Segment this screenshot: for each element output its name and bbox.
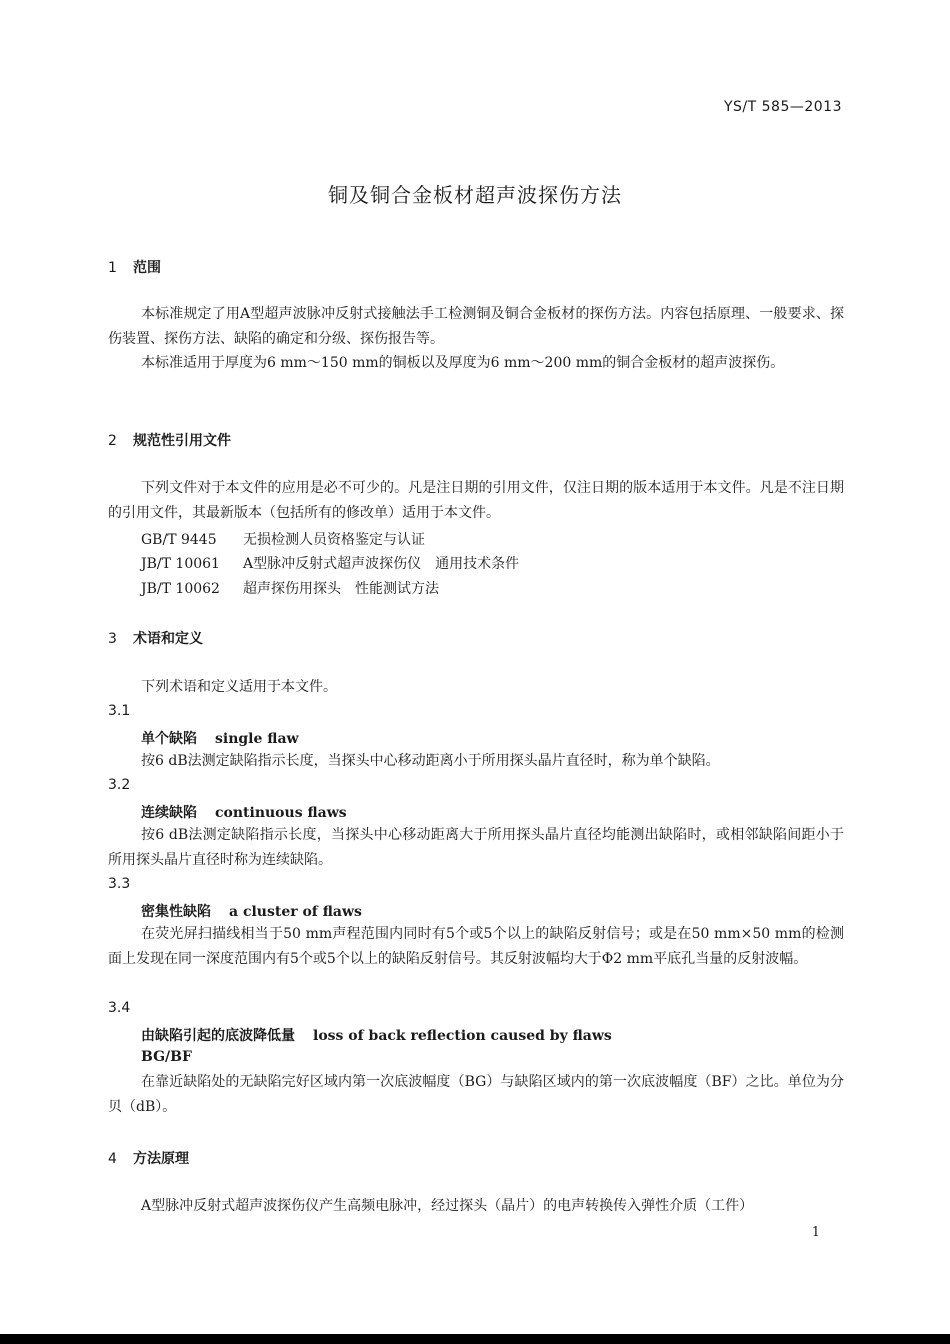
reference-code: JB/T 10061 — [141, 556, 220, 572]
paragraph: 本标准适用于厚度为6 mm～150 mm的铜板以及厚度为6 mm～200 mm的铜合金板材的超声波探伤。 — [141, 355, 785, 371]
paragraph: A型脉冲反射式超声波探伤仪产生高频电脉冲，经过探头（晶片）的电声转换传入弹性介质（工件） — [141, 1198, 754, 1214]
clause-number: 3.1 — [108, 703, 131, 719]
document-title: 铜及铜合金板材超声波探伤方法 — [328, 183, 622, 207]
section-number: 4 — [108, 1151, 117, 1167]
section-title: 范围 — [133, 260, 161, 276]
term-zh: 由缺陷引起的底波降低量 — [141, 1028, 295, 1044]
term-en: single flaw — [215, 731, 299, 747]
term-zh: 单个缺陷 — [141, 731, 197, 747]
clause-number: 3.4 — [108, 1000, 131, 1016]
section-title: 规范性引用文件 — [133, 433, 231, 449]
paragraph: 下列文件对于本文件的应用是必不可少的。凡是注日期的引用文件，仅注日期的版本适用于本文件。凡是不注日期的引用文件，其最新版本（包括所有的修改单）适用于本文件。 — [108, 480, 844, 521]
reference-item — [141, 529, 841, 549]
term-definition: 在靠近缺陷处的无缺陷完好区域内第一次底波幅度（BG）与缺陷区域内的第一次底波幅度（BF）之比。单位为分贝（dB）。 — [108, 1074, 844, 1115]
term-heading — [141, 802, 877, 822]
term-definition: 在荧光屏扫描线相当于50 mm声程范围内同时有5个或5个以上的缺陷反射信号；或是在50 mm×50 mm的检测面上发现在同一深度范围内有5个或5个以上的缺陷反射信号。其反射波幅均大于Φ2 mm平底孔当量的反射波幅。 — [108, 926, 844, 967]
section-1-heading — [108, 257, 844, 277]
reference-item — [141, 553, 841, 573]
section-number: 1 — [108, 260, 117, 276]
clause-number: 3.2 — [108, 777, 131, 793]
term-definition: 按6 dB法测定缺陷指示长度，当探头中心移动距离大于所用探头晶片直径均能测出缺陷时，或相邻缺陷间距小于所用探头晶片直径时称为连续缺陷。 — [108, 827, 844, 868]
reference-code: GB/T 9445 — [141, 532, 217, 548]
term-en: continuous flaws — [215, 805, 347, 821]
term-heading — [141, 728, 877, 748]
term-en: loss of back reflection caused by flaws — [313, 1028, 612, 1044]
standard-code: YS/T 585—2013 — [723, 99, 842, 115]
section-number: 3 — [108, 631, 117, 647]
term-zh: 密集性缺陷 — [141, 904, 211, 920]
term-symbol-text: BG/BF — [141, 1049, 192, 1065]
reference-item — [141, 578, 841, 598]
term-en: a cluster of flaws — [229, 904, 362, 920]
paragraph: 本标准规定了用A型超声波脉冲反射式接触法手工检测铜及铜合金板材的探伤方法。内容包括原理、一般要求、探伤装置、探伤方法、缺陷的确定和分级、探伤报告等。 — [108, 306, 844, 347]
section-number: 2 — [108, 433, 117, 449]
section-title: 术语和定义 — [133, 631, 203, 647]
section-3-heading — [108, 628, 844, 648]
term-zh: 连续缺陷 — [141, 805, 197, 821]
paragraph: 下列术语和定义适用于本文件。 — [141, 679, 337, 695]
term-symbol — [141, 1049, 877, 1065]
reference-title: A型脉冲反射式超声波探伤仪 通用技术条件 — [243, 556, 520, 572]
section-2-heading — [108, 430, 844, 450]
reference-code: JB/T 10062 — [141, 581, 220, 597]
clause-number: 3.3 — [108, 876, 131, 892]
bottom-edge-bar — [0, 1334, 950, 1344]
term-heading — [141, 901, 877, 921]
reference-title: 无损检测人员资格鉴定与认证 — [243, 532, 425, 548]
section-4-heading — [108, 1148, 844, 1168]
section-title: 方法原理 — [133, 1151, 189, 1167]
reference-title: 超声探伤用探头 性能测试方法 — [243, 581, 439, 597]
term-definition: 按6 dB法测定缺陷指示长度，当探头中心移动距离小于所用探头晶片直径时，称为单个缺陷。 — [141, 753, 720, 769]
term-heading — [141, 1025, 877, 1045]
page-number: 1 — [811, 1225, 820, 1240]
